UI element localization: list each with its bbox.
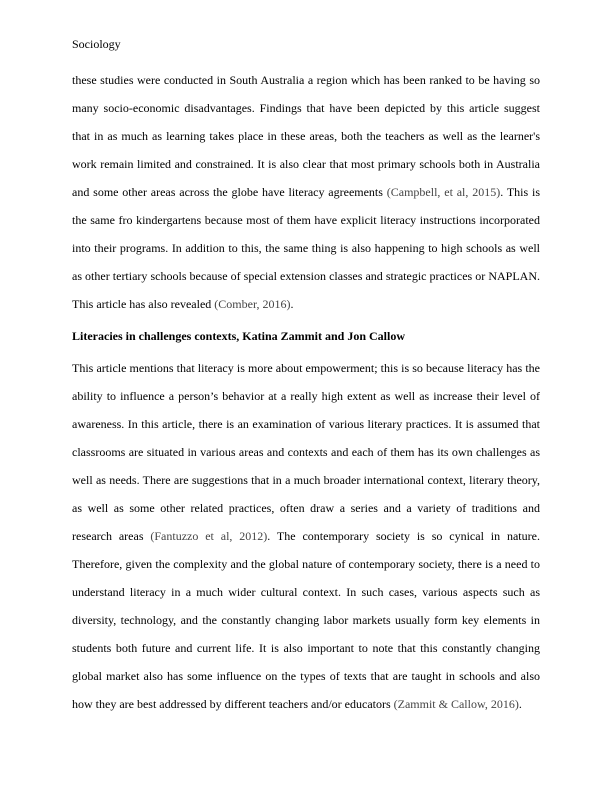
citation-campbell: (Campbell, et al, 2015) — [386, 185, 501, 199]
running-head: Sociology — [72, 37, 121, 51]
paragraph-literacies — [72, 354, 540, 718]
paragraph-text: . — [290, 297, 294, 311]
paragraph-continuation — [72, 66, 540, 318]
paragraph-text: This article mentions that literacy is more about empowerment; this is so because literacy has the ability to influence a person’s behavior at a really high extent as well as increase their level of awareness. In this article, there is an examination of various literary practices. It is assumed that classrooms are situated in various areas and contexts and each of them has its own challenges as well as needs. There are suggestions that in a much broader international context, literary theory, as well as some other related practices, often draw a series and a variety of traditions and research areas — [72, 361, 540, 543]
section-heading: Literacies in challenges contexts, Katina Zammit and Jon Callow — [72, 329, 405, 343]
paragraph-text: . This is the same fro kindergartens because most of them have explicit literacy instructions incorporated into their programs. In addition to this, the same thing is also happening to high schools as well as other tertiary schools because of special extension classes and strategic practices or NAPLAN. This article has also revealed — [72, 185, 540, 311]
citation-fantuzzo: (Fantuzzo et al, 2012) — [150, 529, 268, 543]
paragraph-text: these studies were conducted in South Australia a region which has been ranked to be having so many socio-economic disadvantages. Findings that have been depicted by this article suggest that in as much as learning takes place in these areas, both the teachers as well as the learner's work remain limited and constrained. It is also clear that most primary schools both in Australia and some other areas across the globe have literacy agreements — [72, 73, 540, 199]
paragraph-text: . — [518, 697, 522, 711]
body-content — [72, 66, 540, 718]
paragraph-text: . The contemporary society is so cynical in nature. Therefore, given the complexity and the global nature of contemporary society, there is a need to understand literacy in a much wider cultural context. In such cases, various aspects such as diversity, technology, and the constantly changing labor markets usually form key elements in students both future and current life. It is also important to note that this constantly changing global market also has some influence on the types of texts that are taught in schools and also how they are best addressed by different teachers and/or educators — [72, 529, 540, 711]
citation-comber: (Comber, 2016) — [214, 297, 291, 311]
citation-zammit-callow: (Zammit & Callow, 2016) — [393, 697, 519, 711]
